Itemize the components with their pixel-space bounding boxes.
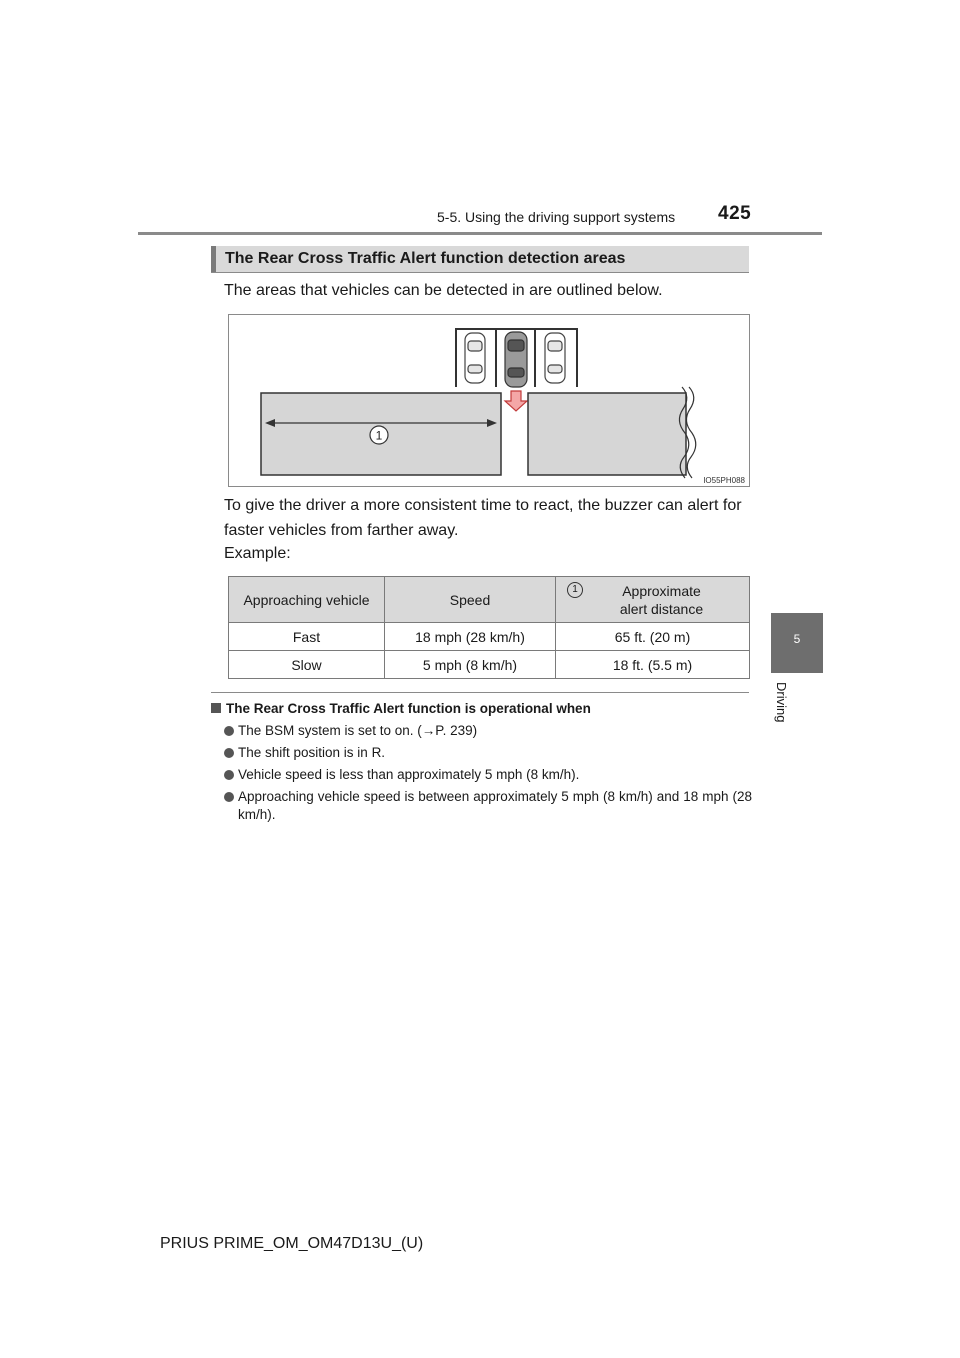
table-cell: Slow (229, 651, 385, 679)
column-header-distance-label: Approximate alert distance (619, 582, 704, 617)
list-item (224, 766, 752, 784)
section-divider (211, 272, 749, 273)
table-header-row (229, 577, 750, 623)
conditions-divider (211, 692, 749, 693)
list-item (224, 722, 752, 740)
detection-area-diagram (229, 315, 751, 488)
table-cell: 65 ft. (20 m) (556, 623, 750, 651)
list-item (224, 744, 752, 762)
chapter-tab-label: Driving (774, 682, 789, 723)
alert-distance-table (228, 576, 750, 679)
table-cell: 5 mph (8 km/h) (385, 651, 556, 679)
header-callout-1: 1 (567, 582, 583, 598)
detection-area-figure (228, 314, 750, 487)
own-vehicle (505, 332, 527, 387)
column-header-speed: Speed (385, 577, 556, 623)
list-item-text: The BSM system is set to on. (→P. 239) (238, 723, 478, 738)
callout-1-label: 1 (375, 428, 383, 443)
column-header-vehicle: Approaching vehicle (229, 577, 385, 623)
conditions-heading-text: The Rear Cross Traffic Alert function is operational when (226, 701, 591, 716)
table-cell: 18 mph (28 km/h) (385, 623, 556, 651)
bullet-icon (224, 726, 234, 736)
bullet-icon (224, 748, 234, 758)
table-row (229, 623, 750, 651)
bullet-icon (224, 770, 234, 780)
square-bullet-icon (211, 703, 221, 713)
reverse-arrow-icon (505, 391, 527, 411)
chapter-tab-number: 5 (793, 632, 801, 646)
page-number: 425 (718, 203, 752, 224)
detection-area-right (528, 393, 686, 475)
parked-car-right (545, 333, 565, 383)
column-header-distance (556, 577, 750, 623)
section-heading: The Rear Cross Traffic Alert function detection areas (211, 246, 749, 272)
chapter-tab-label-wrap (774, 682, 788, 742)
conditions-heading (211, 701, 591, 716)
list-item-text: The shift position is in R. (238, 745, 386, 760)
list-item-text: Approaching vehicle speed is between approximately 5 mph (8 km/h) and 18 mph (28 km/h). (238, 789, 752, 822)
table-row (229, 651, 750, 679)
list-item-text: Vehicle speed is less than approximately 5 mph (8 km/h). (238, 767, 580, 782)
figure-code: IO55PH088 (703, 476, 745, 485)
table-cell: 18 ft. (5.5 m) (556, 651, 750, 679)
bullet-icon (224, 792, 234, 802)
parked-car-left (465, 333, 485, 383)
reaction-time-paragraph: To give the driver a more consistent time to react, the buzzer can alert for faster vehicles from farther away. (224, 497, 742, 539)
footer-doc-code: PRIUS PRIME_OM_OM47D13U_(U) (160, 1235, 424, 1252)
header-section-title: 5-5. Using the driving support systems (437, 209, 676, 225)
example-label: Example: (224, 545, 291, 562)
table-cell: Fast (229, 623, 385, 651)
header-divider (138, 232, 822, 235)
list-item (224, 788, 752, 824)
intro-paragraph: The areas that vehicles can be detected in are outlined below. (224, 282, 663, 299)
